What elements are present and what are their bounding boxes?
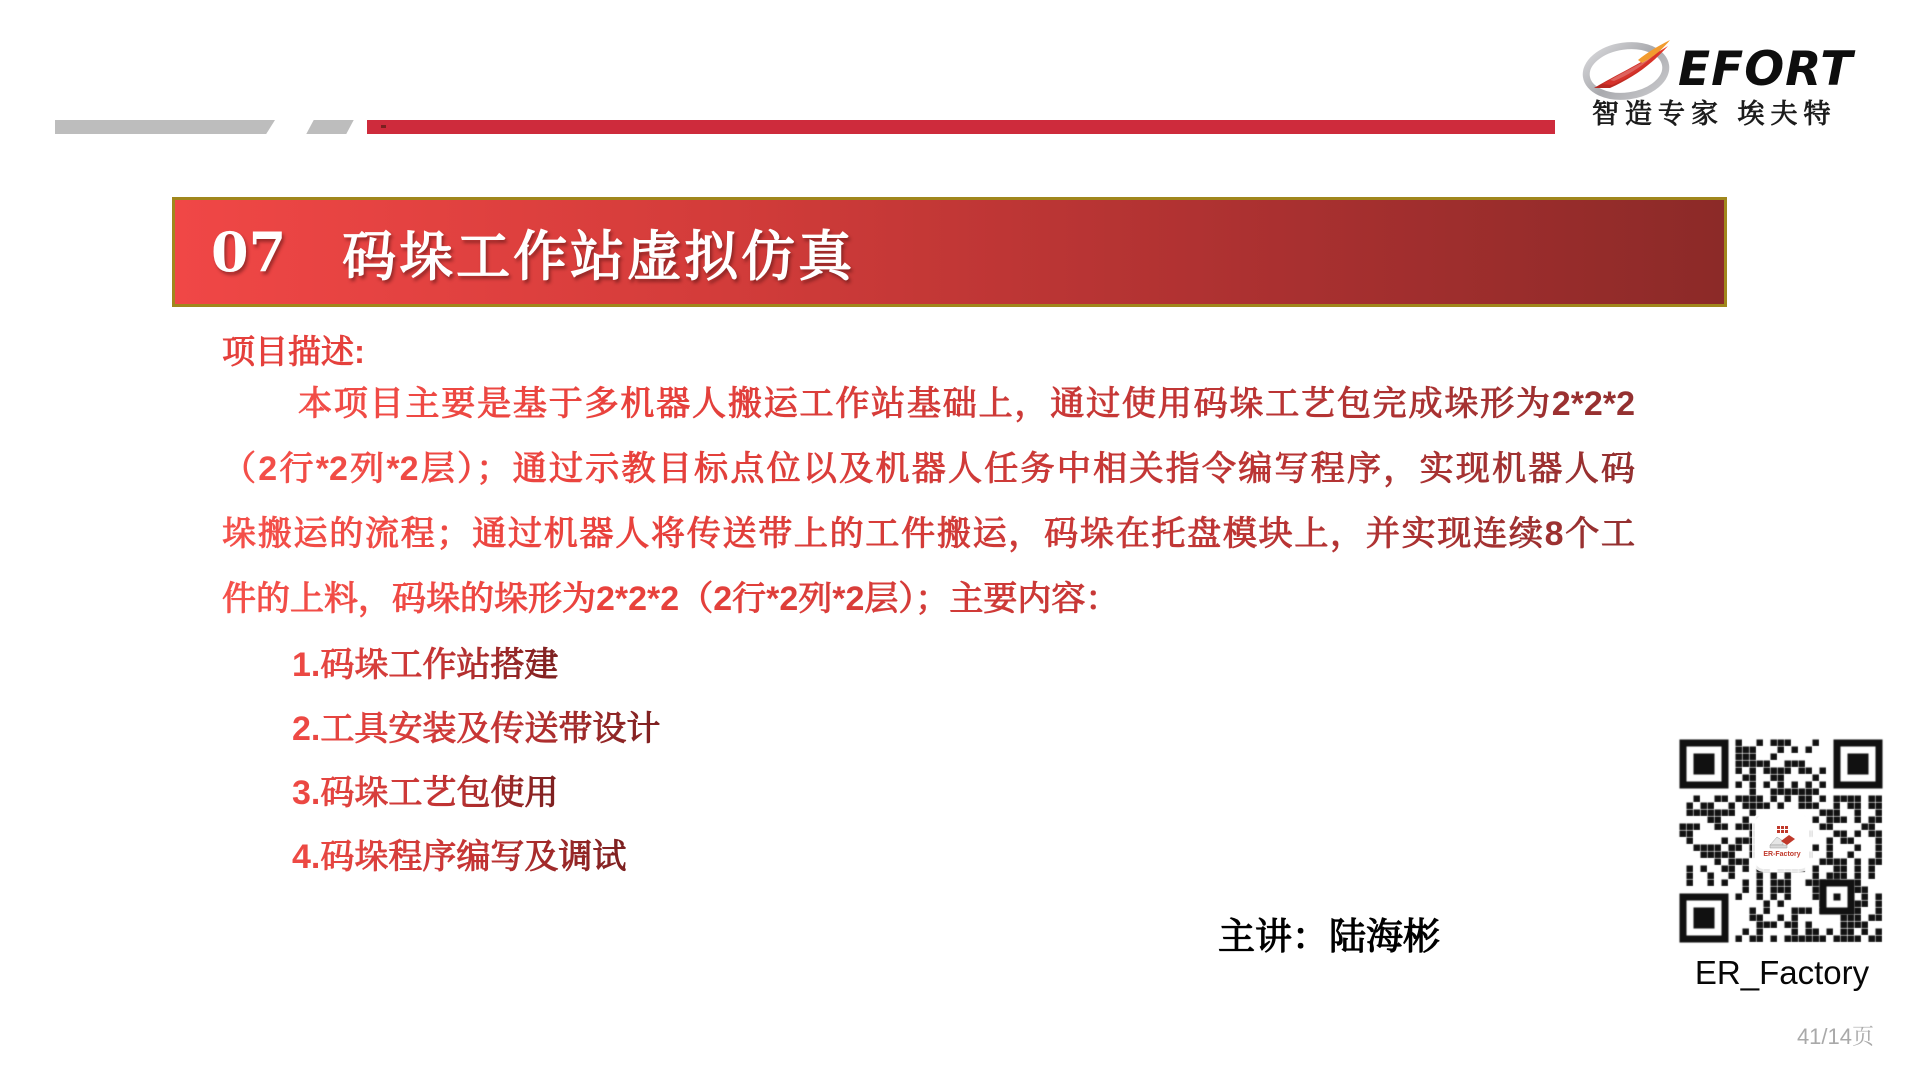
qr-center-label: ER-Factory xyxy=(1763,851,1801,858)
paragraph-line: 本项目主要是基于多机器人搬运工作站基础上，通过使用码垛工艺包完成垛形为2*2*2 xyxy=(298,385,1635,423)
decor-gray-bar-long xyxy=(55,120,275,134)
qr-center-logo xyxy=(1755,815,1809,869)
brand-name: EFORT xyxy=(1678,42,1854,97)
page-title: 码垛工作站虚拟仿真 xyxy=(342,223,856,288)
list-item: 4.码垛程序编写及调试 xyxy=(292,825,626,889)
decor-red-bar xyxy=(367,120,1555,134)
content-list xyxy=(292,633,660,889)
section-label: 项目描述: xyxy=(222,333,365,370)
decor-gray-bar-short xyxy=(306,120,353,134)
list-item: 3.码垛工艺包使用 xyxy=(292,761,558,825)
page-number: 41/14页 xyxy=(1796,1024,1874,1049)
list-item: 2.工具安装及传送带设计 xyxy=(292,697,660,761)
paragraph-line: 垛搬运的流程；通过机器人将传送带上的工件搬运，码垛在托盘模块上，并实现连续8个工 xyxy=(222,515,1635,553)
qr-panel xyxy=(1676,738,1888,992)
factory-icon xyxy=(1767,825,1797,851)
list-item: 1.码垛工作站搭建 xyxy=(292,633,558,697)
title-banner xyxy=(172,197,1727,307)
project-description xyxy=(222,372,1635,632)
brand-tagline: 智造专家 埃夫特 xyxy=(1592,99,1837,129)
paragraph-line: （2行*2列*2层）；通过示教目标点位以及机器人任务中相关指令编写程序，实现机器人码 xyxy=(222,450,1635,488)
qr-caption: ER_Factory xyxy=(1694,954,1870,991)
section-number: 07 xyxy=(211,220,287,284)
paragraph-line: 件的上料，码垛的垛形为2*2*2（2行*2列*2层）；主要内容： xyxy=(222,580,1120,618)
presenter-name: 主讲：陆海彬 xyxy=(1218,916,1440,957)
decor-red-bar-dot xyxy=(381,125,386,128)
